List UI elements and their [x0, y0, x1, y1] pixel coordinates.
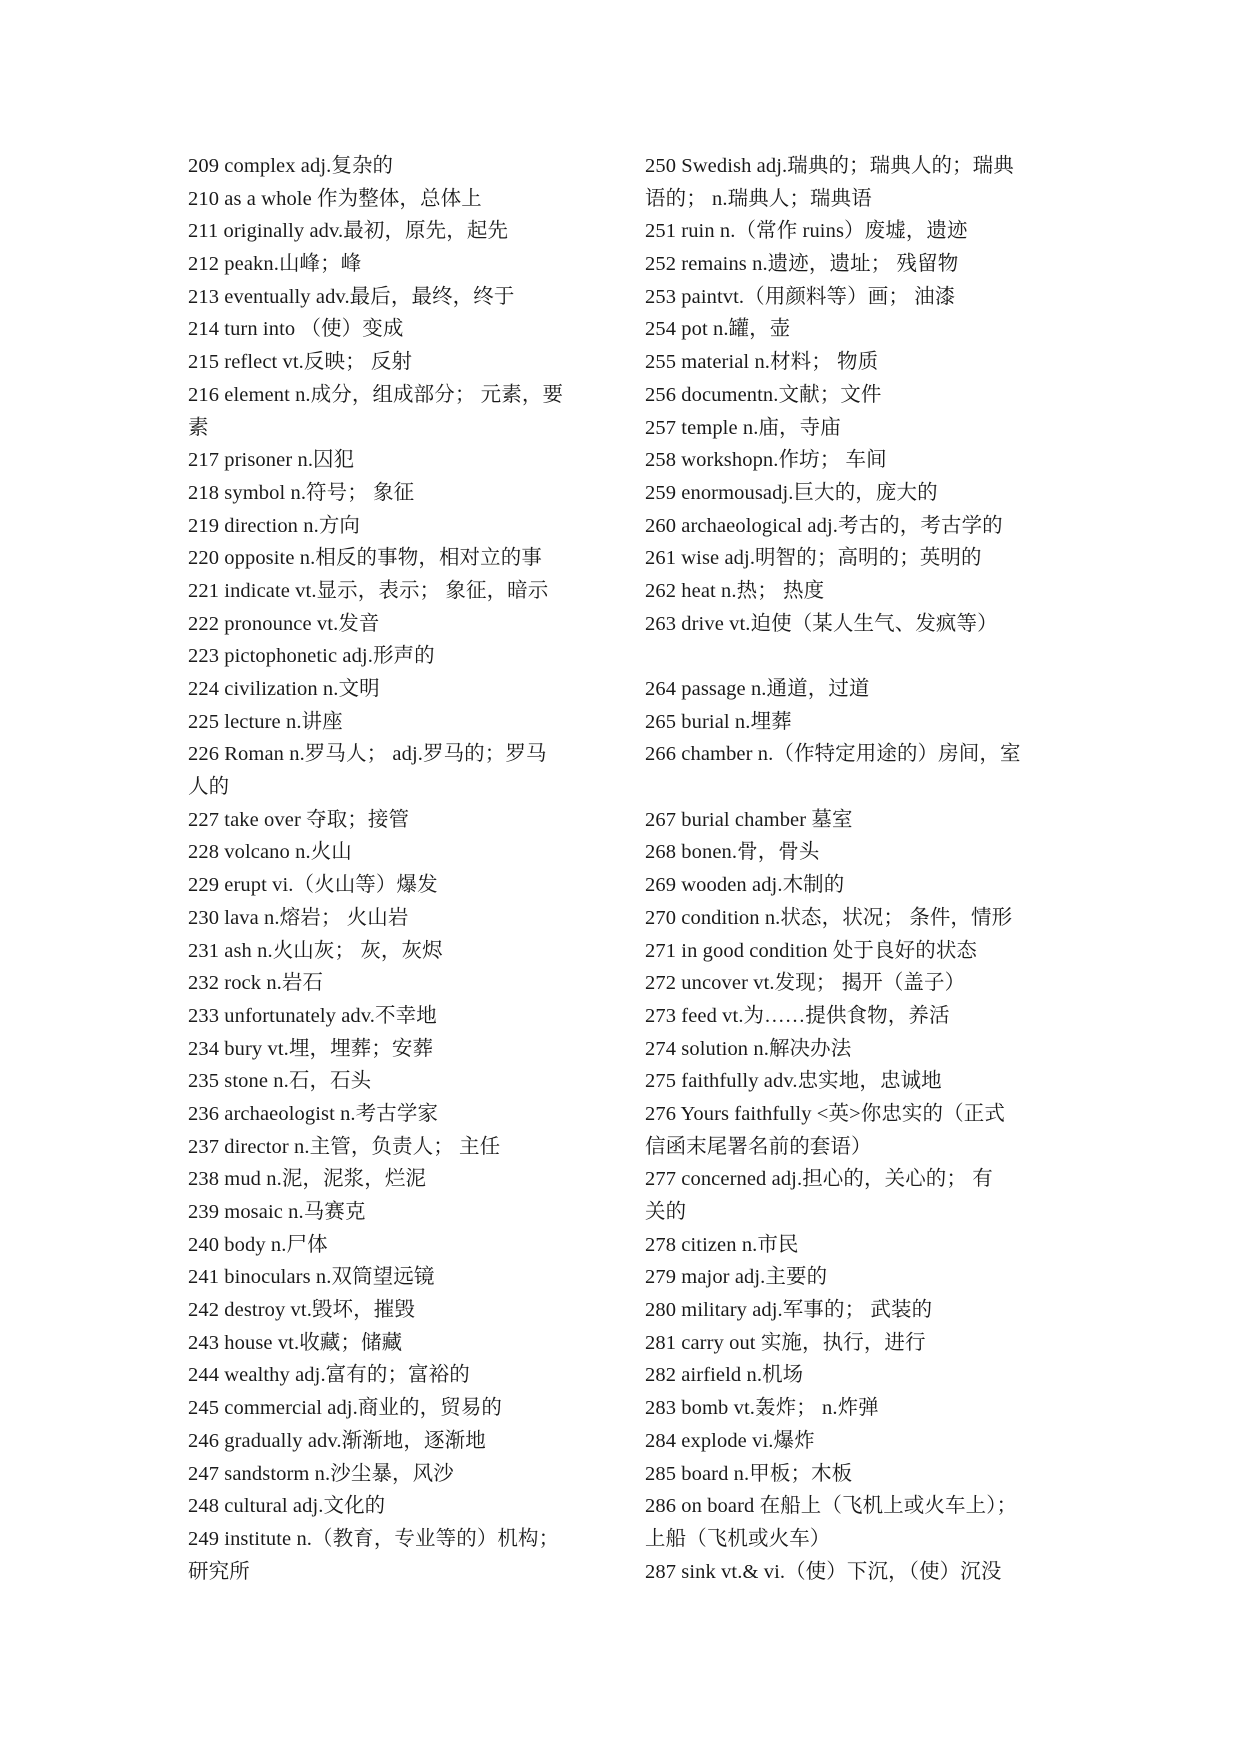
vocab-line: 246 gradually adv.渐渐地，逐渐地: [188, 1429, 486, 1452]
vocab-line: 222 pronounce vt.发音: [188, 612, 380, 635]
vocab-line: 260 archaeological adj.考古的，考古学的: [645, 514, 1003, 537]
vocab-line: 248 cultural adj.文化的: [188, 1495, 386, 1518]
vocab-line: 253 paintvt.（用颜料等）画； 油漆: [645, 285, 956, 308]
vocab-line: 213 eventually adv.最后，最终，终于: [188, 285, 515, 308]
right-column: [645, 150, 1065, 1588]
vocab-line: 241 binoculars n.双筒望远镜: [188, 1266, 435, 1289]
vocab-line: 251 ruin n.（常作 ruins）废墟，遗迹: [645, 220, 968, 243]
vocab-line: 227 take over 夺取；接管: [188, 808, 410, 831]
vocab-line: 263 drive vt.迫使（某人生气、发疯等）: [645, 612, 998, 635]
vocab-line: [645, 640, 1065, 673]
vocab-line: 257 temple n.庙，寺庙: [645, 416, 841, 439]
vocab-line: 226 Roman n.罗马人； adj.罗马的；罗马: [188, 743, 547, 766]
vocab-line: 人的: [188, 776, 230, 799]
vocab-line: 238 mud n.泥，泥浆，烂泥: [188, 1168, 427, 1191]
vocab-line: 230 lava n.熔岩； 火山岩: [188, 906, 409, 929]
vocab-line: 语的； n.瑞典人；瑞典语: [645, 187, 872, 210]
vocab-line: 211 originally adv.最初，原先，起先: [188, 220, 509, 243]
vocab-line: 223 pictophonetic adj.形声的: [188, 645, 435, 668]
vocab-line: 236 archaeologist n.考古学家: [188, 1102, 439, 1125]
vocab-line: 249 institute n.（教育，专业等的）机构；: [188, 1527, 560, 1550]
vocab-line: 271 in good condition 处于良好的状态: [645, 939, 978, 962]
vocab-line: 214 turn into （使）变成: [188, 318, 404, 341]
vocab-line: 267 burial chamber 墓室: [645, 808, 853, 831]
vocab-line: [645, 771, 1065, 804]
vocab-line: 269 wooden adj.木制的: [645, 874, 845, 897]
vocab-line: 256 documentn.文献；文件: [645, 383, 882, 406]
vocab-line: 232 rock n.岩石: [188, 972, 324, 995]
vocab-line: 274 solution n.解决办法: [645, 1037, 852, 1060]
vocab-line: 220 opposite n.相反的事物，相对立的事: [188, 547, 542, 570]
vocab-line: 285 board n.甲板；木板: [645, 1462, 853, 1485]
vocab-line: 258 workshopn.作坊； 车间: [645, 449, 887, 472]
vocab-line: 217 prisoner n.囚犯: [188, 449, 355, 472]
vocab-line: 210 as a whole 作为整体，总体上: [188, 187, 482, 210]
vocab-line: 266 chamber n.（作特定用途的）房间，室: [645, 743, 1021, 766]
vocab-line: 268 bonen.骨，骨头: [645, 841, 820, 864]
vocab-line: 212 peakn.山峰；峰: [188, 253, 362, 276]
vocab-line: 250 Swedish adj.瑞典的；瑞典人的；瑞典: [645, 155, 1014, 177]
vocab-line: 233 unfortunately adv.不幸地: [188, 1004, 437, 1027]
vocab-line: 素: [188, 416, 209, 439]
vocab-line: 255 material n.材料； 物质: [645, 351, 879, 374]
vocab-line: 252 remains n.遗迹，遗址； 残留物: [645, 253, 959, 276]
vocab-line: 239 mosaic n.马赛克: [188, 1201, 366, 1223]
vocab-line: 219 direction n.方向: [188, 514, 361, 537]
vocab-line: 280 military adj.军事的； 武装的: [645, 1299, 933, 1322]
vocab-line: 273 feed vt.为……提供食物，养活: [645, 1004, 950, 1027]
vocab-line: 283 bomb vt.轰炸； n.炸弹: [645, 1397, 879, 1420]
vocab-line: 286 on board 在船上（飞机上或火车上）；: [645, 1495, 1018, 1518]
vocab-line: 254 pot n.罐，壶: [645, 318, 791, 341]
vocab-line: 215 reflect vt.反映； 反射: [188, 351, 413, 374]
vocab-line: 243 house vt.收藏；储藏: [188, 1331, 403, 1354]
vocab-line: 216 element n.成分，组成部分； 元素，要: [188, 383, 564, 406]
vocab-line: 237 director n.主管，负责人； 主任: [188, 1135, 501, 1158]
vocab-line: 224 civilization n.文明: [188, 678, 380, 700]
vocab-line: 244 wealthy adj.富有的；富裕的: [188, 1364, 470, 1387]
vocab-line: 287 sink vt.& vi.（使）下沉，（使）沉没: [645, 1560, 1002, 1583]
vocab-line: 225 lecture n.讲座: [188, 710, 343, 733]
vocab-line: 221 indicate vt.显示，表示； 象征，暗示: [188, 579, 549, 602]
vocab-line: 关的: [645, 1201, 687, 1223]
vocab-line: 281 carry out 实施，执行，进行: [645, 1331, 926, 1354]
vocab-line: 218 symbol n.符号； 象征: [188, 481, 415, 504]
vocab-line: 277 concerned adj.担心的，关心的； 有: [645, 1168, 993, 1191]
vocab-line: 262 heat n.热； 热度: [645, 579, 825, 602]
vocab-line: 240 body n.尸体: [188, 1233, 328, 1256]
vocab-line: 231 ash n.火山灰； 灰，灰烬: [188, 939, 443, 962]
vocab-line: 284 explode vi.爆炸: [645, 1429, 815, 1452]
vocab-line: 275 faithfully adv.忠实地，忠诚地: [645, 1070, 942, 1093]
vocab-line: 228 volcano n.火山: [188, 841, 352, 864]
vocab-line: 209 complex adj.复杂的: [188, 155, 394, 177]
vocab-line: 234 bury vt.埋，埋葬；安葬: [188, 1037, 434, 1060]
vocab-line: 235 stone n.石，石头: [188, 1070, 372, 1093]
vocab-line: 研究所: [188, 1560, 250, 1583]
vocab-line: 229 erupt vi.（火山等）爆发: [188, 874, 438, 897]
vocab-line: 272 uncover vt.发现； 揭开（盖子）: [645, 972, 966, 995]
vocab-line: 270 condition n.状态，状况； 条件，情形: [645, 906, 1013, 929]
vocab-line: 信函末尾署名前的套语）: [645, 1135, 872, 1158]
vocab-line: 279 major adj.主要的: [645, 1266, 828, 1289]
vocab-line: 265 burial n.埋葬: [645, 710, 792, 733]
vocab-line: 247 sandstorm n.沙尘暴，风沙: [188, 1462, 454, 1485]
vocab-line: 264 passage n.通道，过道: [645, 678, 870, 700]
vocab-line: 276 Yours faithfully <英>你忠实的（正式: [645, 1102, 1005, 1125]
vocab-line: 上船（飞机或火车）: [645, 1527, 831, 1550]
vocab-line: 278 citizen n.市民: [645, 1233, 799, 1256]
vocab-line: 261 wise adj.明智的；高明的；英明的: [645, 547, 982, 570]
left-column: [188, 150, 608, 1588]
vocab-line: 245 commercial adj.商业的，贸易的: [188, 1397, 503, 1420]
vocab-line: 282 airfield n.机场: [645, 1364, 804, 1387]
vocab-line: 259 enormousadj.巨大的，庞大的: [645, 481, 938, 504]
vocab-line: 242 destroy vt.毁坏，摧毁: [188, 1299, 415, 1322]
